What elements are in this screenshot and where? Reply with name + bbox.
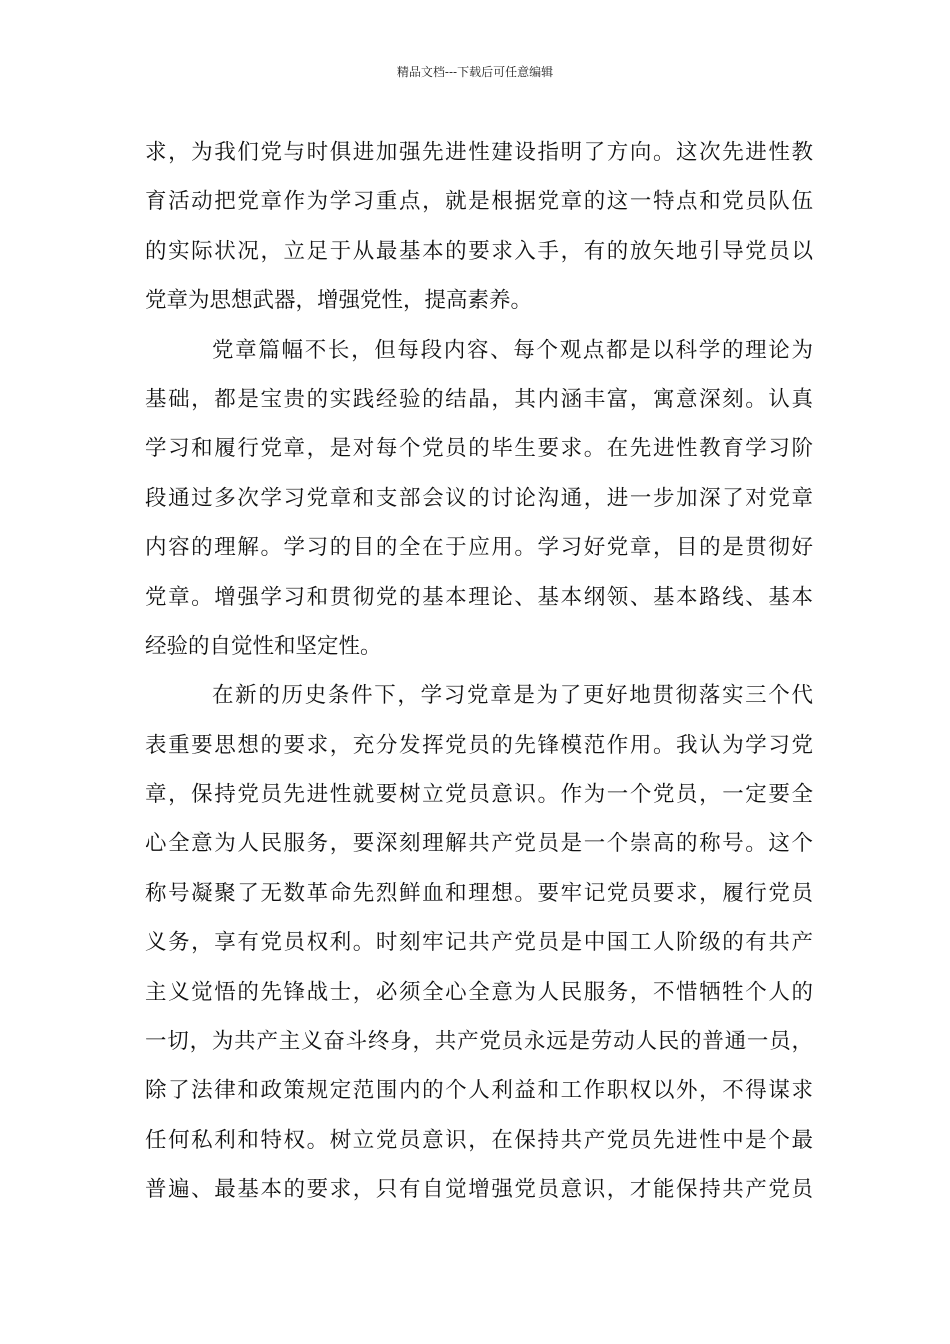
- text-line: 除了法律和政策规定范围内的个人利益和工作职权以外，不得谋求: [145, 1078, 813, 1104]
- text-line: 的实际状况，立足于从最基本的要求入手，有的放矢地引导党员以: [145, 238, 813, 264]
- text-line: 任何私利和特权。树立党员意识，在保持共产党员先进性中是个最: [145, 1127, 813, 1153]
- page-header: 精品文档---下载后可任意编辑: [396, 65, 554, 79]
- text-line: 在新的历史条件下，学习党章是为了更好地贯彻落实三个代: [212, 683, 813, 709]
- text-line: 内容的理解。学习的目的全在于应用。学习好党章，目的是贯彻好: [145, 535, 813, 561]
- text-line: 求，为我们党与时俱进加强先进性建设指明了方向。这次先进性教: [145, 140, 813, 165]
- text-line: 段通过多次学习党章和支部会议的讨论沟通，进一步加深了对党章: [145, 485, 813, 511]
- text-line: 普遍、最基本的要求，只有自觉增强党员意识，才能保持共产党员: [145, 1177, 813, 1203]
- text-line: 章，保持党员先进性就要树立党员意识。作为一个党员，一定要全: [145, 782, 813, 808]
- text-line: 表重要思想的要求，充分发挥党员的先锋模范作用。我认为学习党: [145, 732, 813, 758]
- text-line: 党章。增强学习和贯彻党的基本理论、基本纲领、基本路线、基本: [145, 584, 813, 610]
- text-line: 党章为思想武器，增强党性，提高素养。: [145, 288, 533, 314]
- text-line: 称号凝聚了无数革命先烈鲜血和理想。要牢记党员要求，履行党员: [145, 880, 813, 906]
- text-line: 党章篇幅不长，但每段内容、每个观点都是以科学的理论为: [212, 337, 813, 363]
- text-line: 基础，都是宝贵的实践经验的结晶，其内涵丰富，寓意深刻。认真: [145, 386, 813, 412]
- text-line: 育活动把党章作为学习重点，就是根据党章的这一特点和党员队伍: [145, 189, 813, 215]
- document-body: [145, 128, 813, 1215]
- text-line: 经验的自觉性和坚定性。: [145, 633, 382, 659]
- text-line: 义务，享有党员权利。时刻牢记共产党员是中国工人阶级的有共产: [145, 930, 813, 956]
- text-line: 一切，为共产主义奋斗终身，共产党员永远是劳动人民的普通一员，: [145, 1029, 813, 1055]
- text-line: 主义觉悟的先锋战士，必须全心全意为人民服务，不惜牺牲个人的: [145, 979, 813, 1005]
- text-line: 学习和履行党章，是对每个党员的毕生要求。在先进性教育学习阶: [145, 436, 813, 462]
- text-line: 心全意为人民服务，要深刻理解共产党员是一个崇高的称号。这个: [145, 831, 813, 857]
